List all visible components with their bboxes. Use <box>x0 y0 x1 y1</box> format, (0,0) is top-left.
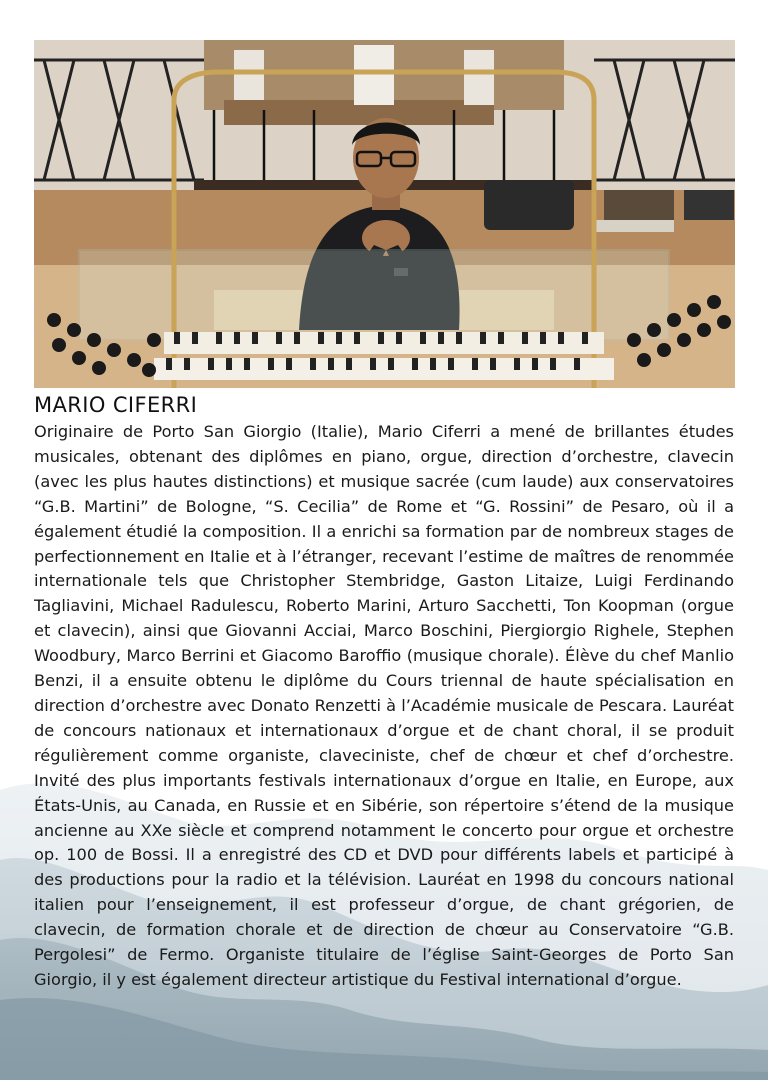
biography-paragraph: Originaire de Porto San Giorgio (Italie), Mario Ciferri a mené de brillantes études musicales, obtenant des diplômes en piano, orgue, direction d’orchestre, clavecin (avec les plus hautes distinctions) et musique sacrée (cum laude) aux conservatoires “G.B. Martini” de Bologne, “S. Cecilia” de Rome et “G. Rossini” de Pesaro, où il a également étudié la composition. Il a enrichi sa formation par de nombreux stages de perfectionnement en Italie et à l’étranger, recevant l’estime de maîtres de renommée internationale tels que Christopher Stembridge, Gaston Litaize, Luigi Ferdinando Tagliavini, Michael Radulescu, Roberto Marini, Arturo Sacchetti, Ton Koopman (orgue et clavecin), ainsi que Giovanni Acciai, Marco Boschini, Piergiorgio Righele, Stephen Woodbury, Marco Berrini et Giacomo Baroffio (musique chorale). Élève du chef Manlio Benzi, il a ensuite obtenu le diplôme du Cours triennal de haute spécialisation en direction d’orchestre avec Donato Renzetti à l’Académie musicale de Pescara. Lauréat de concours nationaux et internationaux d’orgue et de chant choral, il se produit régulièrement comme organiste, claveciniste, chef de chœur et chef d’orchestre. Invité des plus importants festivals internationaux d’orgue en Italie, en Europe, aux États-Unis, au Canada, en Russie et en Sibérie, son répertoire s’étend de la musique ancienne au XXe siècle et comprend notamment le concerto pour orgue et orchestre op. 100 de Bossi. Il a enregistré des CD et DVD pour différents labels et participé à des productions pour la radio et la télévision. Lauréat en 1998 du concours national italien pour l’enseignement, il est professeur d’orgue, de chant grégorien, de clavecin, de formation chorale et de direction de chœur au Conservatoire “G.B. Pergolesi” de Fermo. Organiste titulaire de l’église Saint-Georges de Porto San Giorgio, il y est également directeur artistique du Festival international d’orgue. <box>34 422 734 989</box>
organist-portrait-photo <box>34 40 735 388</box>
person-name-heading: MARIO CIFERRI <box>34 393 198 417</box>
